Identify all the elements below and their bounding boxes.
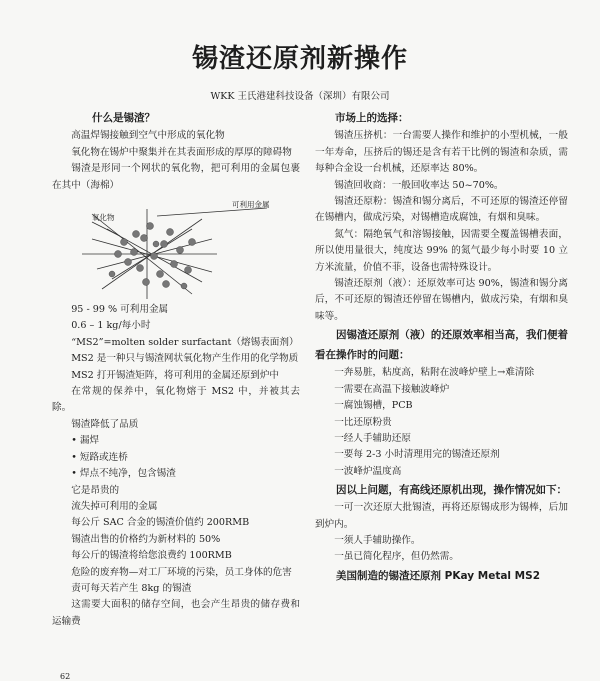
problem-item: 一经人手辅助还原 <box>334 432 411 444</box>
paragraph: 锡渣回收商：一般回收率达 50~70%。 <box>334 179 504 191</box>
paragraph: 高温焊锡接触到空气中形成的氧化物 <box>71 130 225 142</box>
heading-market-options: 市场上的选择： <box>335 112 409 124</box>
paragraph: 锡渣还原粉：锡渣和锡分离后，不可还原的锡渣还停留在锡槽内，做成污染，对锡槽造成腐蚀，有烟和臭味。 <box>315 196 568 224</box>
problem-item: 一奔易脏，粘度高，粘附在波峰炉壁上→难清除 <box>334 367 535 379</box>
problem-item: 一腐蚀锡槽，PCB <box>334 400 413 412</box>
bullet-item: • 漏焊 <box>71 435 100 447</box>
paragraph: 责可每天若产生 8kg 的锡渣 <box>71 582 192 594</box>
paragraph: 锡渣降低了品质 <box>71 418 139 430</box>
heading-what-is-dross: 什么是锡渣？ <box>92 112 155 124</box>
left-column <box>52 110 300 630</box>
machine-item: 一须人手辅助操作。 <box>334 534 421 546</box>
bullet-item: • 短路或连桥 <box>71 451 128 463</box>
page-number: 62 <box>60 672 71 681</box>
problem-item: 一要每 2-3 小时清理用完的锡渣还原剂 <box>334 449 500 461</box>
paragraph: 锡渣压挤机：一台需要人操作和维护的小型机械，一般一年寿命，压挤后的锡还是含有若干比例的锡渣和杂质，需每种合金设一台机械，还原率达 80%。 <box>315 130 568 175</box>
paragraph: 锡渣还原剂（液）：还原效率可达 90%，锡渣和锡分离后，不可还原的锡渣还停留在锡槽内，做成污染，有烟和臭味等。 <box>315 278 568 322</box>
spec-rate: 0.6 – 1 kg/每小时 <box>71 320 151 332</box>
paragraph: 每公斤的锡渣将给您浪费约 100RMB <box>71 550 232 562</box>
paragraph: 锡渣出售的价格约为新材料的 50% <box>71 533 221 545</box>
paragraph: MS2 打开锡渣矩阵，将可利用的金属还原到炉中 <box>71 369 280 381</box>
label-oxide: 氧化物 <box>92 213 115 223</box>
paragraph: 危险的废弃物—对工厂环境的污染，员工身体的危害 <box>71 566 292 578</box>
paragraph: 每公斤 SAC 合金的锡渣价值约 200RMB <box>71 517 250 529</box>
right-column <box>315 110 568 586</box>
label-usable-metal: 可利用金属 <box>232 200 270 210</box>
problem-item: 一比还原粉贵 <box>334 416 392 428</box>
problem-item: 一波峰炉温度高 <box>334 465 402 477</box>
paragraph: MS2 是一种只与锡渣网状氧化物产生作用的化学物质 <box>71 353 299 365</box>
bold-heading: 因锡渣还原剂（液）的还原效率相当高，我们便着看在操作时的问题： <box>315 329 568 362</box>
dross-diagram <box>52 194 300 302</box>
author-line: WKK 王氏港建科技设备（深圳）有限公司 <box>210 91 390 102</box>
paragraph: 氮气：隔绝氧气和溶锡接触，因需要全覆盖锡槽表面，所以使用量很大，纯度达 99% 的氮气最少每小时要 10 立方米流量，价值不菲，设备也需特殊设计。 <box>315 228 568 273</box>
ms2-definition: “MS2”=molten solder surfactant（熔锡表面剂） <box>71 336 299 348</box>
machine-item: 一可一次还原大批锡渣，再将还原锡成形为锡棒，后加到炉内。 <box>315 502 568 530</box>
problem-item: 一需要在高温下接触波峰炉 <box>334 383 450 395</box>
paragraph: 锡渣是形同一个网状的氧化物，把可利用的金属包裹在其中（海棉） <box>52 163 300 191</box>
machine-item: 一虽已简化程序，但仍然需。 <box>334 551 459 563</box>
bold-heading: 美国制造的锡渣还原剂 PKay Metal MS2 <box>336 569 540 582</box>
paragraph: 氧化物在锡炉中聚集并在其表面形成的厚厚的障碍物 <box>71 146 292 158</box>
bold-heading: 因以上问题，有高线还原机出现，操作情况如下： <box>336 484 567 497</box>
paragraph: 这需要大面积的储存空间，也会产生昂贵的储存费和运输费 <box>52 599 300 627</box>
article-title: 锡渣还原剂新操作 <box>191 44 408 74</box>
paragraph: 流失掉可利用的金属 <box>71 500 158 512</box>
spec-metal-content: 95 - 99 % 可利用金属 <box>71 304 169 316</box>
paragraph: 它是昂贵的 <box>71 484 120 496</box>
paragraph: 在常规的保养中，氧化物熔于 MS2 中，并被其去除。 <box>52 386 300 414</box>
bullet-item: • 焊点不纯净，包含锡渣 <box>71 468 176 480</box>
